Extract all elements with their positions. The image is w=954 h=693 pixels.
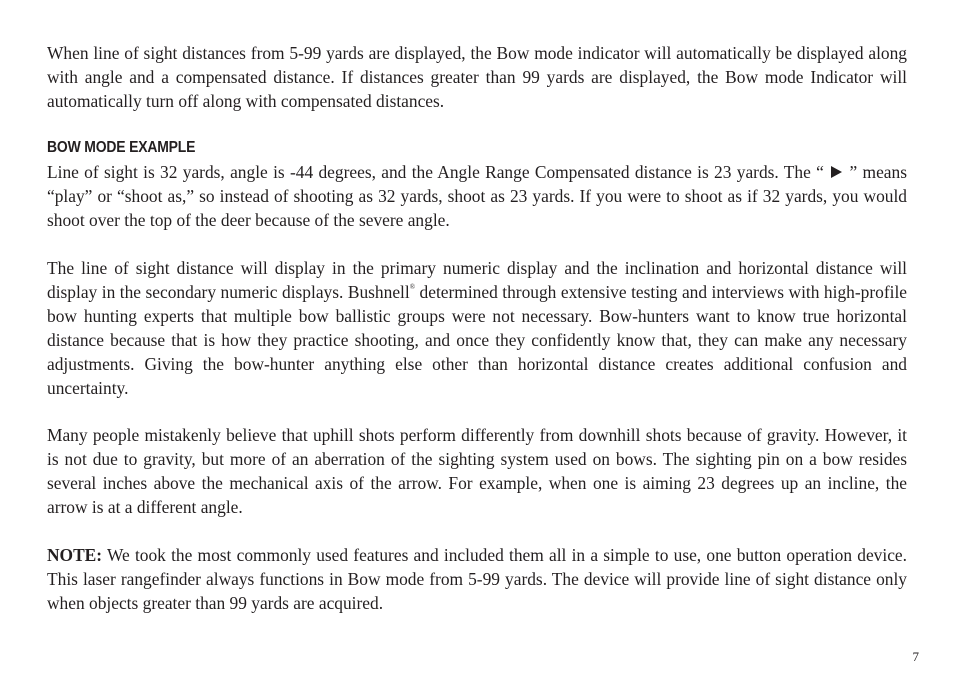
- paragraph-spacer: [47, 113, 907, 136]
- paragraph-spacer: [47, 233, 907, 256]
- play-triangle-icon: [831, 166, 842, 178]
- registered-mark: ®: [409, 282, 416, 291]
- paragraph-note: [47, 543, 907, 615]
- display-text-after-mark: determined through extensive testing and interviews with high-profile bow hunting experts that multiple bow ballistic groups were not necessary. Bow-hunters want to know true horizontal distance because that is how they practice shooting, and once they confidently know that, they can make any necessary adjustments. Giving the bow-hunter anything else other than horizontal distance creates additional confusion and uncertainty.: [47, 281, 907, 399]
- paragraph-spacer: [47, 520, 907, 543]
- paragraph-bow-mode-indicator: When line of sight distances from 5-99 yards are displayed, the Bow mode indicator will automatically be displayed along with angle and a compensated distance. If distances greater than 99 yards are displayed, the Bow mode Indicator will automatically turn off along with compensated distances.: [47, 43, 907, 112]
- page-number: 7: [912, 649, 919, 664]
- note-text: We took the most commonly used features and included them all in a simple to use, one button operation device. This laser rangefinder always functions in Bow mode from 5-99 yards. The device will provide line of sight distance only when objects greater than 99 yards are acquired.: [47, 544, 907, 613]
- document-page: [47, 41, 907, 615]
- paragraph-display-explanation: [47, 256, 907, 401]
- note-label: NOTE:: [47, 544, 103, 565]
- example-text-before-icon: Line of sight is 32 yards, angle is -44 degrees, and the Angle Range Compensated distance is 23 yards. The “: [47, 162, 824, 183]
- section-heading-bow-mode-example: BOW MODE EXAMPLE: [47, 139, 196, 157]
- paragraph-spacer: [47, 400, 907, 423]
- display-text-before-mark: The line of sight distance will display in the primary numeric display and the inclination and horizontal distance will display in the secondary numeric displays. Bushnell: [47, 257, 907, 302]
- paragraph-uphill-downhill: Many people mistakenly believe that uphill shots perform differently from downhill shots because of gravity. However, it is not due to gravity, but more of an aberration of the sighting system used on bows. The sighting pin on a bow resides several inches above the mechanical axis of the arrow. For example, when one is aiming 23 degrees up an incline, the arrow is at a different angle.: [47, 425, 907, 518]
- paragraph-bow-mode-example: [47, 160, 907, 232]
- example-text-after-icon: ” means “play” or “shoot as,” so instead of shooting as 32 yards, shoot as 23 yards. If you were to shoot as if 32 yards, you would shoot over the top of the deer because of the severe angle.: [47, 162, 907, 231]
